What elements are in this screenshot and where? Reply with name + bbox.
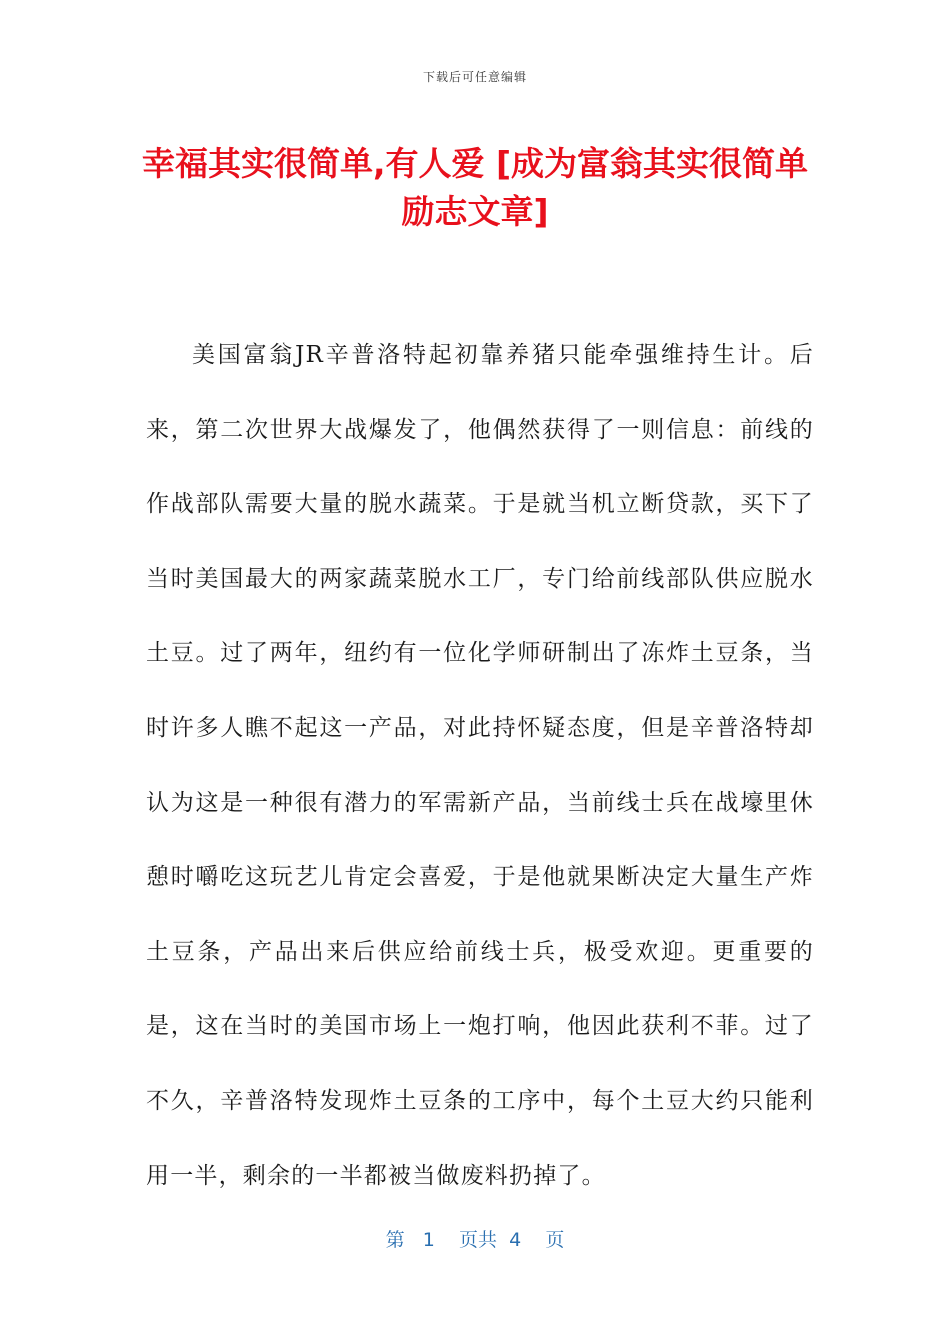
page-current: 1 — [422, 1229, 435, 1251]
body-paragraph: 美国富翁JR辛普洛特起初靠养猪只能牵强维持生计。后来，第二次世界大战爆发了，他偶然获得了一则信息：前线的作战部队需要大量的脱水蔬菜。于是就当机立断贷款，买下了当时美国最大的两家蔬菜脱水工厂，专门给前线部队供应脱水土豆。过了两年，纽约有一位化学师研制出了冻炸土豆条，当时许多人瞧不起这一产品，对此持怀疑态度，但是辛普洛特却认为这是一种很有潜力的军需新产品，当前线士兵在战壕里休憩时嚼吃这玩艺儿肯定会喜爱，于是他就果断决定大量生产炸土豆条，产品出来后供应给前线士兵，极受欢迎。更重要的是，这在当时的美国市场上一炮打响，他因此获利不菲。过了不久，辛普洛特发现炸土豆条的工序中，每个土豆大约只能利用一半，剩余的一半都被当做废料扔掉了。 — [146, 342, 814, 1189]
document-title: 幸福其实很简单,有人爱 [成为富翁其实很简单励志文章] — [141, 144, 809, 231]
page-middle: 页共 — [459, 1229, 498, 1251]
page-prefix: 第 — [385, 1229, 405, 1251]
page-footer — [0, 1225, 950, 1252]
page-suffix: 页 — [545, 1229, 565, 1251]
header-note: 下载后可任意编辑 — [422, 70, 527, 84]
page-total: 4 — [509, 1229, 522, 1251]
